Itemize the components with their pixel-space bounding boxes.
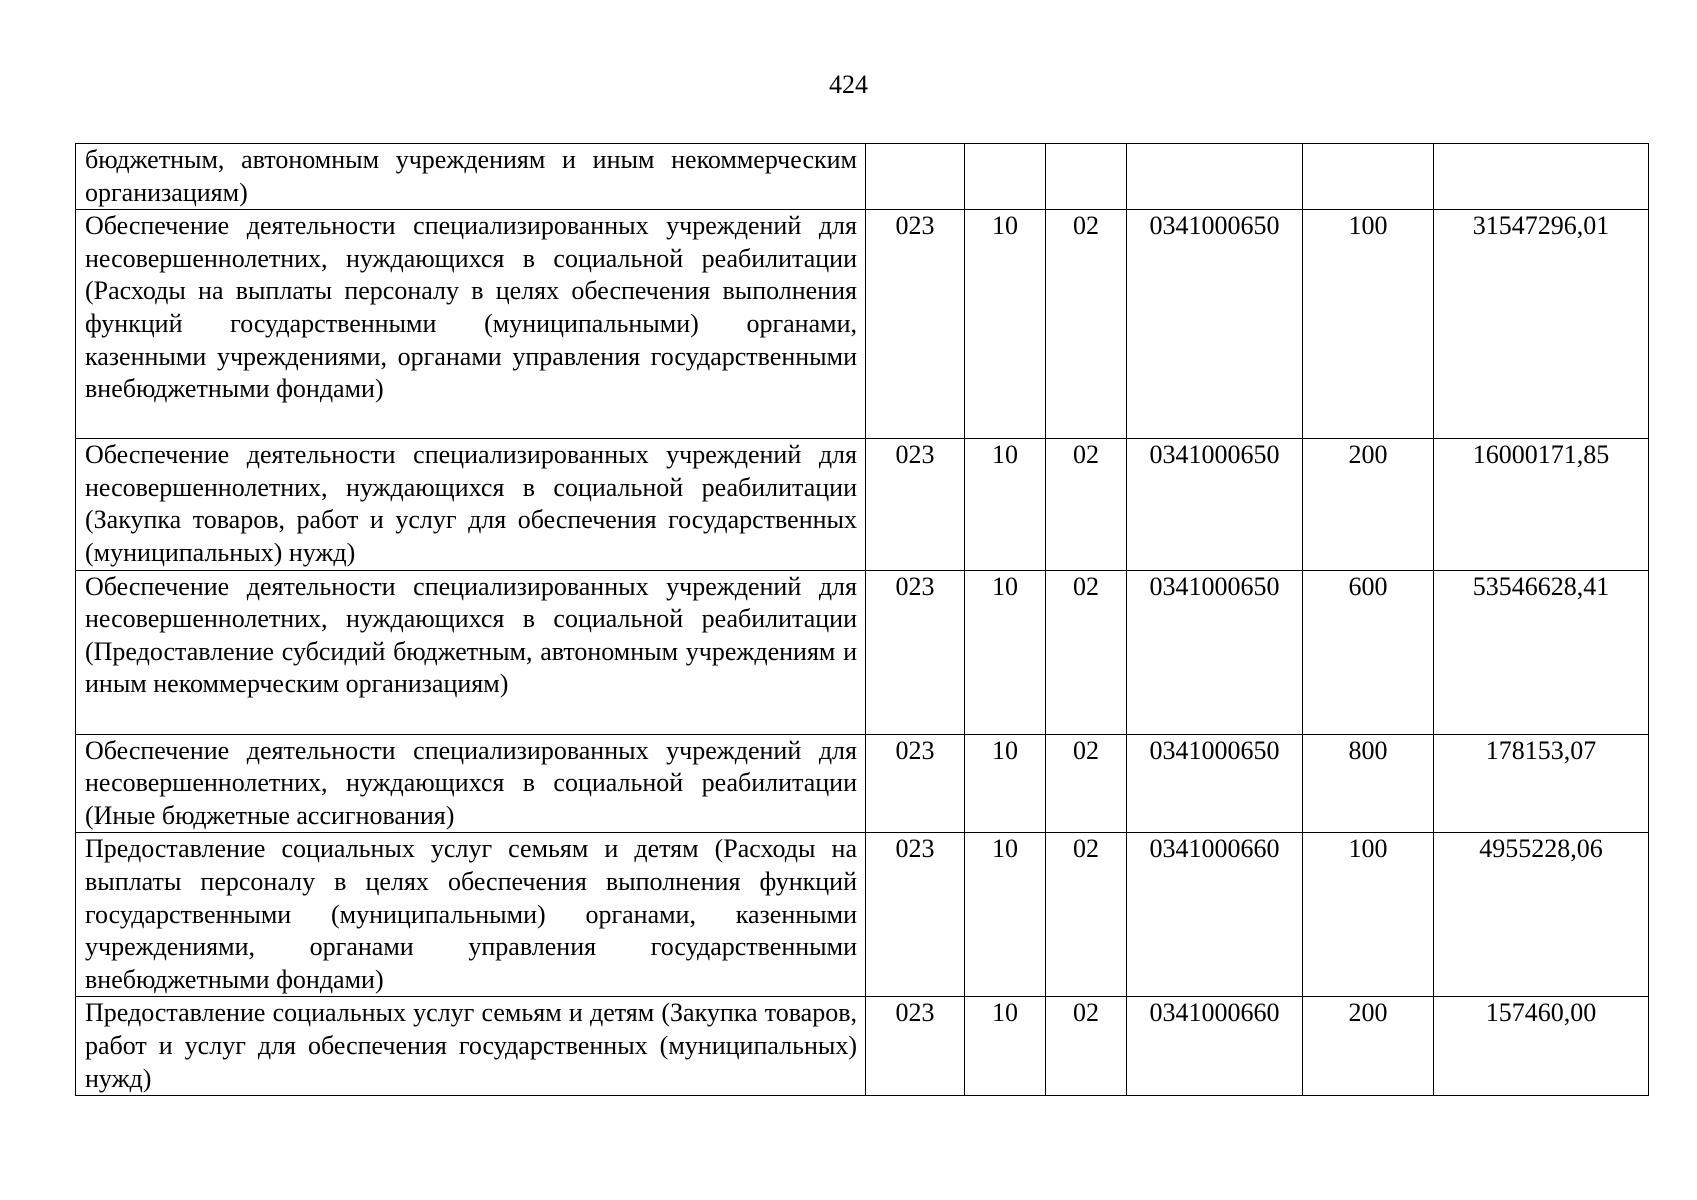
- row-amount: 157460,00: [1434, 997, 1649, 1096]
- row-subsection-code: 02: [1046, 997, 1127, 1096]
- row-expense-type-code: 200: [1303, 439, 1434, 570]
- row-grbs-code: 023: [866, 734, 965, 833]
- row-expense-type-code: 100: [1303, 210, 1434, 439]
- row-expense-type-code: [1303, 144, 1434, 210]
- row-description: Предоставление социальных услуг семьям и детям (Закупка товаров, работ и услуг для обеспечения государственных (муниципальных) нужд): [76, 997, 866, 1096]
- table-row: [76, 570, 1649, 734]
- row-target-article-code: 0341000650: [1127, 439, 1303, 570]
- row-grbs-code: 023: [866, 997, 965, 1096]
- row-section-code: 10: [965, 734, 1046, 833]
- table-row: [76, 210, 1649, 439]
- table-row: [76, 997, 1649, 1096]
- row-section-code: 10: [965, 210, 1046, 439]
- row-target-article-code: 0341000660: [1127, 833, 1303, 997]
- row-amount: 53546628,41: [1434, 570, 1649, 734]
- row-section-code: 10: [965, 439, 1046, 570]
- row-amount: 16000171,85: [1434, 439, 1649, 570]
- row-subsection-code: 02: [1046, 210, 1127, 439]
- row-description: Обеспечение деятельности специализированных учреждений для несовершеннолетних, нуждающихся в социальной реабилитации (Предоставление субсидий бюджетным, автономным учреждениям и иным некоммерческим организациям): [76, 570, 866, 734]
- row-target-article-code: 0341000650: [1127, 210, 1303, 439]
- row-expense-type-code: 100: [1303, 833, 1434, 997]
- row-target-article-code: [1127, 144, 1303, 210]
- row-expense-type-code: 200: [1303, 997, 1434, 1096]
- row-amount: [1434, 144, 1649, 210]
- row-section-code: 10: [965, 833, 1046, 997]
- row-grbs-code: [866, 144, 965, 210]
- table-row: [76, 833, 1649, 997]
- row-description: Обеспечение деятельности специализированных учреждений для несовершеннолетних, нуждающихся в социальной реабилитации (Расходы на выплаты персоналу в целях обеспечения выполнения функций государственными (муниципальными) органами, казенными учреждениями, органами управления государственными внебюджетными фондами): [76, 210, 866, 439]
- row-amount: 178153,07: [1434, 734, 1649, 833]
- row-subsection-code: 02: [1046, 734, 1127, 833]
- row-subsection-code: [1046, 144, 1127, 210]
- row-expense-type-code: 600: [1303, 570, 1434, 734]
- page-number: 424: [829, 70, 868, 99]
- row-description: Обеспечение деятельности специализированных учреждений для несовершеннолетних, нуждающихся в социальной реабилитации (Закупка товаров, работ и услуг для обеспечения государственных (муниципальных) нужд): [76, 439, 866, 570]
- row-description: Обеспечение деятельности специализированных учреждений для несовершеннолетних, нуждающихся в социальной реабилитации (Иные бюджетные ассигнования): [76, 734, 866, 833]
- row-grbs-code: 023: [866, 210, 965, 439]
- row-subsection-code: 02: [1046, 439, 1127, 570]
- row-grbs-code: 023: [866, 439, 965, 570]
- table-row: [76, 144, 1649, 210]
- table-row: [76, 734, 1649, 833]
- row-section-code: 10: [965, 997, 1046, 1096]
- row-section-code: 10: [965, 570, 1046, 734]
- row-target-article-code: 0341000650: [1127, 570, 1303, 734]
- row-subsection-code: 02: [1046, 570, 1127, 734]
- row-amount: 4955228,06: [1434, 833, 1649, 997]
- row-expense-type-code: 800: [1303, 734, 1434, 833]
- row-description: бюджетным, автономным учреждениям и иным некоммерческим организациям): [76, 144, 866, 210]
- row-description: Предоставление социальных услуг семьям и детям (Расходы на выплаты персоналу в целях обеспечения выполнения функций государственными (муниципальными) органами, казенными учреждениями, органами управления государственными внебюджетными фондами): [76, 833, 866, 997]
- budget-table-body: [76, 144, 1649, 1096]
- budget-table: [75, 143, 1649, 1096]
- row-amount: 31547296,01: [1434, 210, 1649, 439]
- row-grbs-code: 023: [866, 833, 965, 997]
- table-row: [76, 439, 1649, 570]
- row-subsection-code: 02: [1046, 833, 1127, 997]
- row-section-code: [965, 144, 1046, 210]
- row-grbs-code: 023: [866, 570, 965, 734]
- row-target-article-code: 0341000660: [1127, 997, 1303, 1096]
- row-target-article-code: 0341000650: [1127, 734, 1303, 833]
